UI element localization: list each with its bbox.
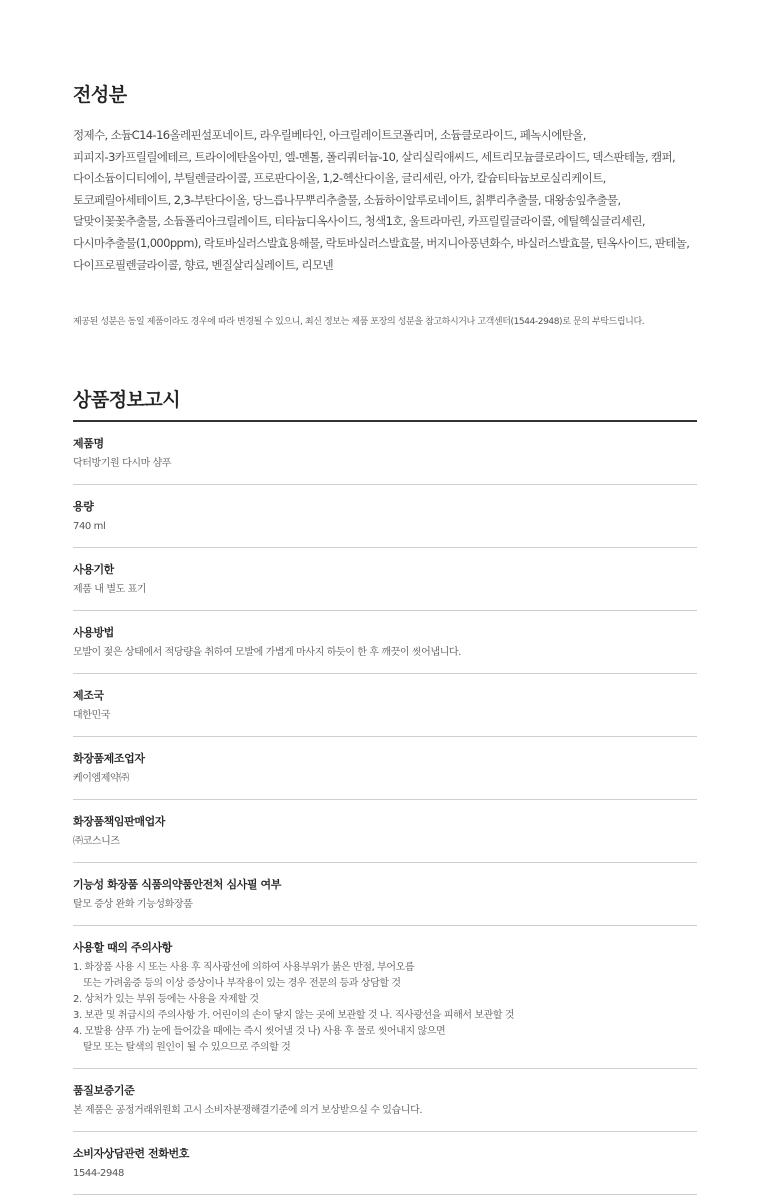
info-label: 품질보증기준 — [73, 1084, 135, 1098]
info-label: 사용기한 — [73, 563, 114, 577]
ingredients-text: 정제수, 소듐C14-16올레핀설포네이트, 라우릴베타인, 아크릴레이트코폴리머, 소듐클로라이드, 페녹시에탄올, 피피지-3카프릴릴에테르, 트라이에탄올아민, 엘-멘톨, 폴리쿼터늄-10, 살리실릭애씨드, 세트리모늄클로라이드, 덱스판테놀, 캠퍼, 다이소듐이디티에이, 부틸렌글라이콜, 프로판다이올, 1,2-헥산다이올, 글리세린, 아가, 칼슘티타늄보로실리케이트, 토코페릴아세테이트, 2,3-부탄다이올, 당느릅나무뿌리추출물, 소듐하이알루로네이트, 칡뿌리추출물, 대왕송잎추출물, 달맞이꽃꽃추출물, 소듐폴리아크릴레이트, 티타늄디옥사이드, 청색1호, 울트라마린, 카프릴릴글라이콜, 에틸헥실글리세린, 다시마추출물(1,000ppm), 락토바실러스발효용해물, 락토바실러스발효물, 버지니아풍년화수, 바실러스발효물, 틴옥사이드, 판테놀, 다이프로필렌글라이콜, 향료, 벤질살리실레이트, 리모넨 — [73, 128, 690, 272]
info-value: ㈜코스니즈 — [73, 836, 120, 848]
ingredients-title: 전성분 — [73, 84, 127, 106]
info-value: 모발이 젖은 상태에서 적당량을 취하여 모발에 가볍게 마사지 하듯이 한 후 깨끗이 씻어냅니다. — [73, 647, 462, 659]
info-item-functional-review — [73, 863, 697, 926]
caution-line: 1. 화장품 사용 시 또는 사용 후 직사광선에 의하여 사용부위가 붉은 반점, 부어오름 — [73, 962, 415, 974]
info-label: 기능성 화장품 식품의약품안전처 심사필 여부 — [73, 878, 282, 892]
info-value: 본 제품은 공정거래위원회 고시 소비자분쟁해결기준에 의거 보상받으실 수 있습니다. — [73, 1105, 423, 1117]
info-label: 화장품책임판매업자 — [73, 815, 166, 829]
info-label: 제품명 — [73, 437, 104, 451]
info-item-usage — [73, 611, 697, 674]
info-value: 제품 내 별도 표기 — [73, 584, 147, 596]
info-item-consumer-phone — [73, 1132, 697, 1195]
info-item-volume — [73, 485, 697, 548]
info-label: 소비자상담관련 전화번호 — [73, 1147, 189, 1161]
info-item-expiry — [73, 548, 697, 611]
caution-line: 4. 모발용 샴푸 가) 눈에 들어갔을 때에는 즉시 씻어낼 것 나) 사용 후 물로 씻어내지 않으면 — [73, 1026, 446, 1038]
caution-line: 3. 보관 및 취급시의 주의사항 가. 어린이의 손이 닿지 않는 곳에 보관할 것 나. 직사광선을 피해서 보관할 것 — [73, 1010, 515, 1022]
ingredients-notice: 제공된 성분은 동일 제품이라도 경우에 따라 변경될 수 있으니, 최신 정보는 제품 포장의 성분을 참고하시거나 고객센터(1544-2948)로 문의 부탁드립니다. — [73, 317, 645, 328]
info-item-distributor — [73, 800, 697, 863]
info-item-manufacturer — [73, 737, 697, 800]
info-label: 용량 — [73, 500, 94, 514]
caution-line: 탈모 또는 탈색의 원인이 될 수 있으므로 주의할 것 — [83, 1042, 291, 1054]
info-label: 사용방법 — [73, 626, 114, 640]
info-item-caution — [73, 926, 697, 1069]
caution-line: 또는 가려움증 등의 이상 증상이나 부작용이 있는 경우 전문의 등과 상담할 것 — [83, 978, 401, 990]
info-item-product-name — [73, 422, 697, 485]
info-label: 화장품제조업자 — [73, 752, 145, 766]
info-value: 닥터방기원 다시마 샴푸 — [73, 458, 172, 470]
info-item-country — [73, 674, 697, 737]
info-label: 제조국 — [73, 689, 104, 703]
info-value: 1544-2948 — [73, 1168, 124, 1180]
product-info-list — [73, 422, 697, 1195]
info-value: 대한민국 — [73, 710, 111, 722]
info-value: 탈모 증상 완화 기능성화장품 — [73, 899, 193, 911]
product-info-title: 상품정보고시 — [73, 385, 697, 422]
info-label: 사용할 때의 주의사항 — [73, 941, 172, 955]
caution-line: 2. 상처가 있는 부위 등에는 사용을 자제할 것 — [73, 994, 259, 1006]
info-item-quality-standard — [73, 1069, 697, 1132]
info-value: 740 ml — [73, 521, 106, 533]
caution-lines — [73, 960, 697, 1056]
info-value: 케이엠제약㈜ — [73, 773, 129, 785]
